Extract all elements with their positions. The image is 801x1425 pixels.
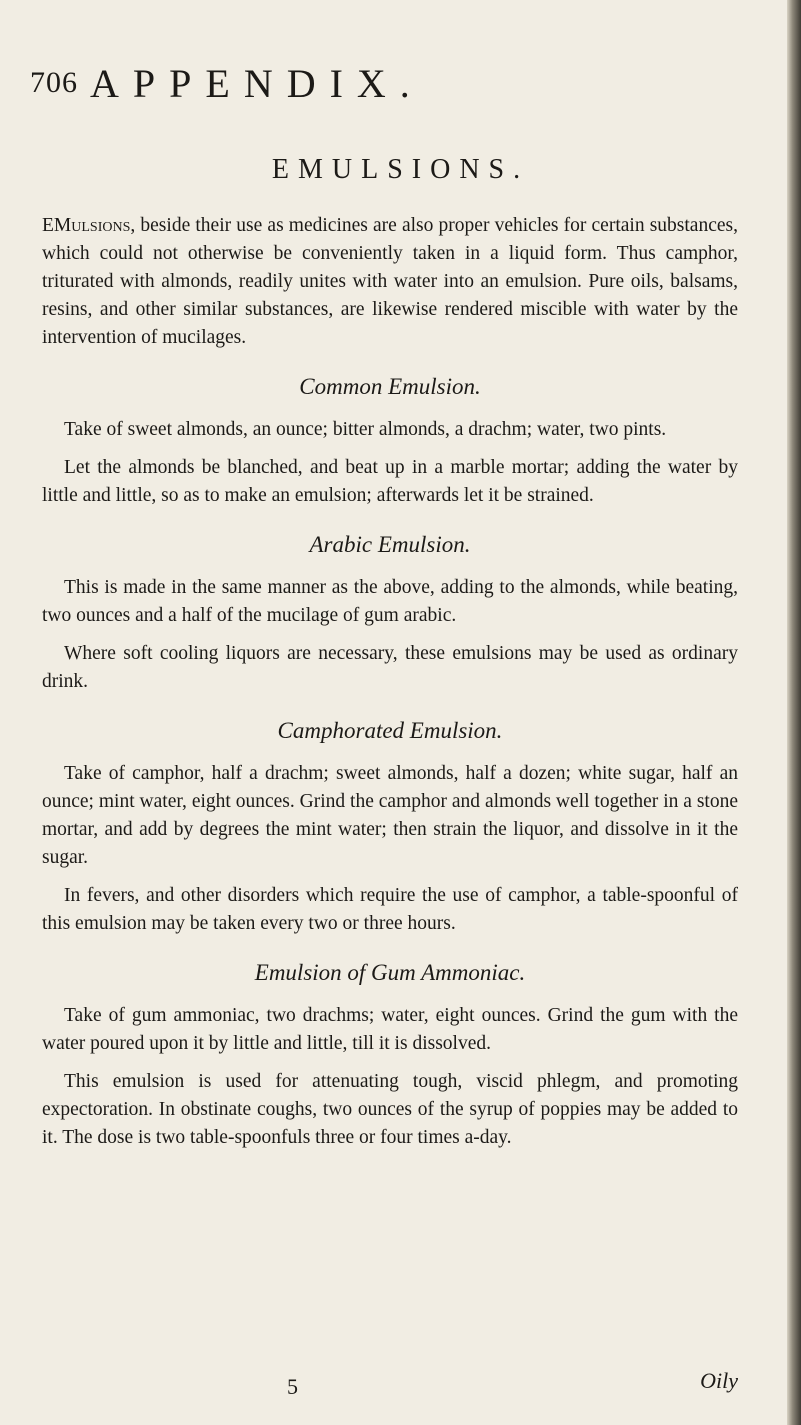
- camphorated-emulsion-heading: Camphorated Emulsion.: [277, 718, 503, 743]
- arabic-emulsion-heading: Arabic Emulsion.: [309, 532, 471, 557]
- running-head: APPENDIX.: [90, 61, 424, 106]
- page-number: 706: [30, 66, 78, 99]
- common-recipe-paragraph: Take of sweet almonds, an ounce; bitter almonds, a drachm; water, two pints.: [64, 419, 667, 440]
- catchword: Oily: [700, 1368, 738, 1393]
- arabic-use-paragraph: Where soft cooling liquors are necessary, these emulsions may be used as ordinary drink.: [42, 643, 738, 692]
- section-title: EMULSIONS.: [271, 154, 530, 185]
- camphorated-use-paragraph: In fevers, and other disorders which require the use of camphor, a table-spoonful of this emulsion may be taken every two or three hours.: [42, 885, 738, 934]
- common-emulsion-heading: Common Emulsion.: [299, 374, 481, 399]
- intro-paragraph: [42, 212, 738, 352]
- ammoniac-emulsion-heading: Emulsion of Gum Ammoniac.: [254, 960, 526, 985]
- ammoniac-use-paragraph: This emulsion is used for attenuating tough, viscid phlegm, and promoting expectoration. In obstinate coughs, two ounces of the syrup of poppies may be added to it. The dose is two table-spoonfuls three or four times a-day.: [42, 1071, 738, 1148]
- signature-mark: 5: [287, 1374, 298, 1399]
- page-body: [42, 212, 738, 1162]
- page-edge-shadow: [787, 0, 801, 1425]
- ammoniac-recipe-paragraph: Take of gum ammoniac, two drachms; water, eight ounces. Grind the gum with the water poured upon it by little and little, till it is dissolved.: [42, 1005, 738, 1054]
- camphorated-recipe-paragraph: Take of camphor, half a drachm; sweet almonds, half a dozen; white sugar, half an ounce; mint water, eight ounces. Grind the camphor and almonds well together in a stone mortar, and add by degrees the mint water; then strain the liquor, and dissolve in it the sugar.: [42, 763, 738, 868]
- page-header: [30, 60, 750, 120]
- common-method-paragraph: Let the almonds be blanched, and beat up in a marble mortar; adding the water by little and little, so as to make an emulsion; afterwards let it be strained.: [42, 457, 738, 506]
- page-footer: [42, 1368, 738, 1414]
- intro-drop-word: EMulsions,: [42, 215, 136, 236]
- arabic-recipe-paragraph: This is made in the same manner as the above, adding to the almonds, while beating, two ounces and a half of the mucilage of gum arabic.: [42, 577, 738, 626]
- intro-text: beside their use as medicines are also proper vehicles for certain substances, which could not otherwise be conveniently taken in a liquid form. Thus camphor, triturated with almonds, readily unites with water into an emulsion. Pure oils, balsams, resins, and other similar substances, are likewise rendered miscible with water by the intervention of mucilages.: [42, 215, 738, 348]
